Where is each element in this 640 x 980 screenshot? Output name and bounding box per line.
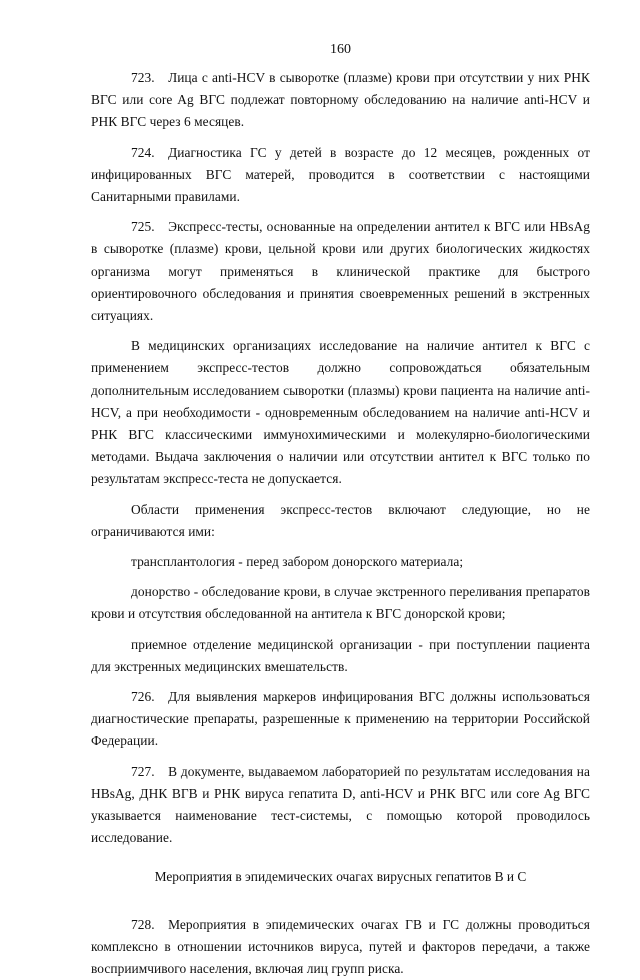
- paragraph-723: 723. Лица с anti-HCV в сыворотке (плазме) крови при отсутствии у них РНК ВГС или core Ag ВГС подлежат повторному обследованию на наличие anti-HCV и РНК ВГС через 6 месяцев.: [91, 67, 590, 134]
- list-item-admission-department: приемное отделение медицинской организации - при поступлении пациента для экстренных медицинских вмешательств.: [91, 634, 590, 678]
- list-item-transplantology: трансплантология - перед забором донорского материала;: [91, 551, 590, 573]
- paragraph-724: 724. Диагностика ГС у детей в возрасте до 12 месяцев, рожденных от инфицированных ВГС матерей, проводится в соответствии с настоящими Санитарными правилами.: [91, 142, 590, 209]
- paragraph-726: 726. Для выявления маркеров инфицирования ВГС должны использоваться диагностические препараты, разрешенные к применению на территории Российской Федерации.: [91, 686, 590, 753]
- list-item-donation: донорство - обследование крови, в случае экстренного переливания препаратов крови и отсутствия обследованной на антитела к ВГС донорской крови;: [91, 581, 590, 625]
- paragraph-725: 725. Экспресс-тесты, основанные на определении антител к ВГС или HBsAg в сыворотке (плазме) крови, цельной крови или других биологических жидкостях организма могут применяться в клинической практике для быстрого ориентировочного обследования и принятия своевременных решений в экстренных ситуациях.: [91, 216, 590, 327]
- paragraph-rapid-tests-requirements: В медицинских организациях исследование на наличие антител к ВГС с применением экспресс-тестов должно сопровождаться обязательным дополнительным исследованием сыворотки (плазмы) крови пациента на наличие anti-HCV, а при необходимости - одновременным обследованием на наличие anti-HCV и РНК ВГС классическими иммунохимическими и молекулярно-биологическими методами. Выдача заключения о наличии или отсутствии антител к ВГС только по результатам экспресс-теста не допускается.: [91, 335, 590, 490]
- paragraph-728: 728. Мероприятия в эпидемических очагах ГВ и ГС должны проводиться комплексно в отношении источников вируса, путей и факторов передачи, а также восприимчивого населения, включая лиц групп риска.: [91, 914, 590, 980]
- page-number: 160: [91, 42, 590, 58]
- section-heading: Мероприятия в эпидемических очагах вирусных гепатитов В и С: [91, 866, 590, 888]
- paragraph-application-areas: Области применения экспресс-тестов включают следующие, но не ограничиваются ими:: [91, 499, 590, 543]
- paragraph-727: 727. В документе, выдаваемом лабораторией по результатам исследования на HBsAg, ДНК ВГВ и РНК вируса гепатита D, anti-HCV и РНК ВГС или core Ag ВГС указывается наименование тест-системы, с помощью которой проводилось исследование.: [91, 761, 590, 850]
